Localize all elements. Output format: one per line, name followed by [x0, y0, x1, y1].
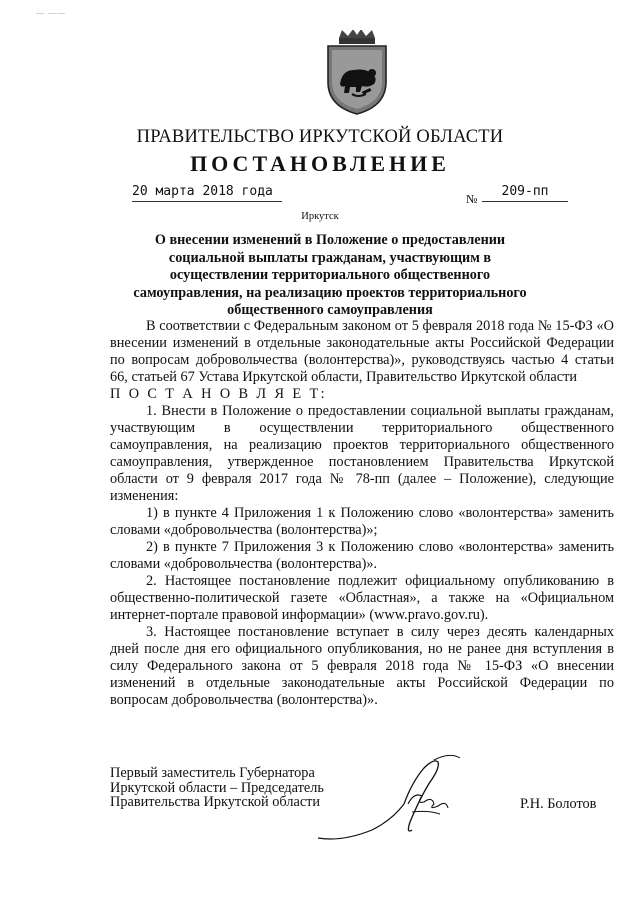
item-2-paragraph: 2. Настоящее постановление подлежит официальному опубликованию в общественно-политической газете «Областная», а также на «Официальном интернет-портале правовой информации» (www.pravo.gov.ru).	[110, 573, 614, 623]
resolves-heading: П О С Т А Н О В Л Я Е Т:	[110, 386, 328, 402]
item-3-paragraph: 3. Настоящее постановление вступает в силу через десять календарных дней после дня его официального опубликования, но не ранее дня вступления в силу Федерального закона от 5 февраля 2018 года № 15-ФЗ «О внесении изменений в отдельные законодательные акты Российской Федерации по вопросам добровольчества (волонтерства)».	[110, 624, 614, 708]
signatory-name: Р.Н. Болотов	[520, 796, 597, 812]
item-1-1-paragraph: 1) в пункте 4 Приложения 1 к Положению слово «волонтерства» заменить словами «добровольчества (волонтерства)»;	[110, 505, 614, 538]
position-line: Правительства Иркутской области	[110, 794, 321, 810]
preamble-paragraph: В соответствии с Федеральным законом от 5 февраля 2018 года № 15-ФЗ «О внесении изменений в отдельные законодательные акты Российской Федерации по вопросам добровольчества (волонтерства)», руководствуясь частью 4 статьи 66, статьей 67 Устава Иркутской области, Правительство Иркутской области	[110, 318, 614, 385]
document-title: О внесении изменений в Положение о предоставлении социальной выплаты гражданам, участвующим в осуществлении территориального общественного самоуправления, на реализацию проектов территориального общественного самоуправления	[133, 232, 527, 318]
handwritten-signature-icon	[312, 752, 472, 852]
document-date: 20 марта 2018 года	[132, 184, 282, 202]
number-sign: №	[466, 192, 478, 206]
document-city: Иркутск	[301, 211, 339, 222]
item-1-paragraph: 1. Внести в Положение о предоставлении социальной выплаты гражданам, участвующим в осуществлении территориального общественного самоуправления, на реализацию проектов территориального общественного самоуправления, утвержденное постановлением Правительства Иркутской области от 9 февраля 2017 года № 78-пп (далее – Положение), следующие изменения:	[110, 403, 614, 504]
item-1-2-paragraph: 2) в пункте 7 Приложения 3 к Положению слово «волонтерства» заменить словами «добровольчества (волонтерства)».	[110, 539, 614, 572]
government-name: ПРАВИТЕЛЬСТВО ИРКУТСКОЙ ОБЛАСТИ	[136, 127, 504, 147]
document-body	[110, 318, 614, 709]
document-type: ПОСТАНОВЛЕНИЕ	[190, 151, 450, 176]
position-line: Иркутской области – Председатель	[110, 779, 324, 796]
crown-icon	[339, 30, 375, 44]
position-line: Первый заместитель Губернатора	[110, 765, 315, 781]
coat-of-arms-icon	[322, 30, 392, 116]
document-number: 209-пп	[482, 184, 568, 202]
corner-mark: — ——	[36, 8, 66, 17]
